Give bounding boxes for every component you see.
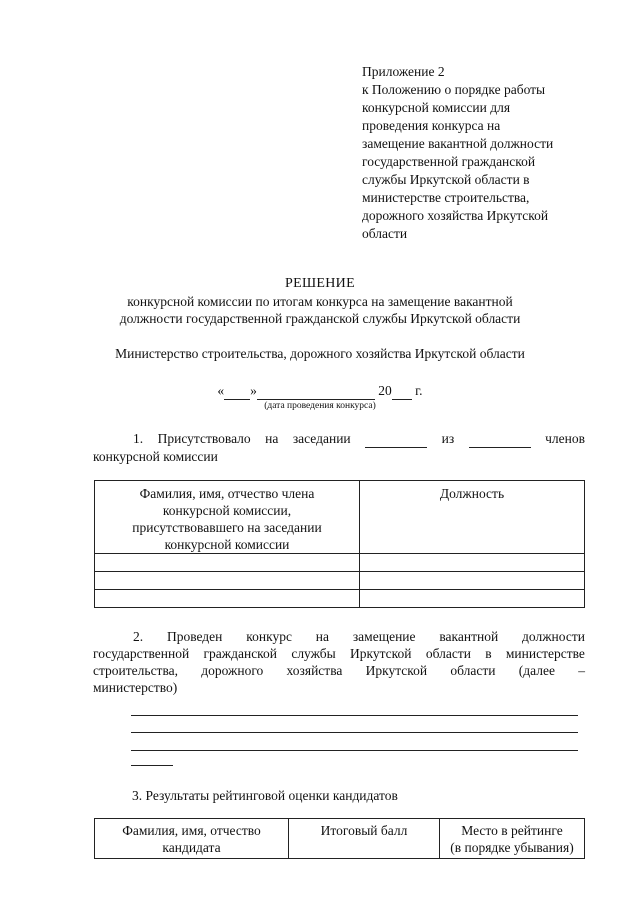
document-subtitle (0, 293, 640, 327)
section-2-word: конкурс (246, 629, 292, 644)
section-2-word: – (578, 663, 585, 678)
table-header-row (95, 481, 585, 554)
section-2-line (93, 628, 585, 645)
fill-line (131, 715, 578, 716)
header-line: конкурсной комиссии, (162, 503, 292, 518)
header-line: Должность (439, 486, 505, 501)
section-2-word: области (425, 646, 471, 661)
appendix-line: конкурсной комиссии для (362, 100, 511, 115)
section-2-line4: министерство) (93, 680, 178, 695)
section-1-line (93, 430, 585, 448)
table-cell[interactable] (360, 572, 585, 590)
year-prefix: 20 (378, 383, 392, 398)
section-2-word: дорожного (201, 663, 264, 678)
section-2-word: государственной (93, 646, 190, 661)
header-position (360, 481, 585, 554)
appendix-line: области (362, 226, 408, 241)
month-blank (257, 383, 375, 400)
section-2-word: на (315, 629, 329, 644)
header-member-name (95, 481, 360, 554)
date-open-quote: « (217, 383, 225, 398)
section-2-line (93, 662, 585, 679)
date-close-quote: » (250, 383, 257, 398)
appendix-line: замещение вакантной должности (362, 136, 554, 151)
year-blank (392, 383, 412, 400)
day-blank (224, 383, 250, 400)
fill-line (131, 732, 578, 733)
table-row (95, 572, 585, 590)
header-line: Фамилия, имя, отчество (122, 823, 261, 838)
subtitle-line: конкурсной комиссии по итогам конкурса на замещение вакантной (127, 294, 513, 309)
header-line: Итоговый балл (320, 823, 408, 838)
appendix-line: проведения конкурса на (362, 118, 501, 133)
appendix-line: министерстве строительства, (362, 190, 530, 205)
appendix-line: государственной гражданской (362, 154, 536, 169)
section-2-word: вакантной (439, 629, 499, 644)
subtitle-line: должности государственной гражданской службы Иркутской области (119, 311, 521, 326)
candidate-ranking-table (94, 818, 585, 859)
year-suffix: г. (415, 383, 423, 398)
ministry-name: Министерство строительства, дорожного хозяйства Иркутской области (115, 346, 525, 361)
header-rank (440, 819, 585, 859)
header-candidate-name (95, 819, 289, 859)
appendix-line: к Положению о порядке работы (362, 82, 546, 97)
appendix-line: службы Иркутской области в (362, 172, 530, 187)
section-1-word: заседании (292, 431, 351, 446)
section-2 (93, 628, 585, 696)
header-line: (в порядке убывания) (450, 840, 574, 855)
present-count-blank (365, 430, 427, 448)
section-1-number: 1. (133, 431, 144, 446)
table-cell[interactable] (360, 554, 585, 572)
fill-line-short (131, 765, 173, 766)
header-line: конкурсной комиссии (164, 537, 290, 552)
section-2-line (93, 645, 585, 662)
table-cell[interactable] (95, 590, 360, 608)
table-header-row (95, 819, 585, 859)
appendix-block (362, 63, 602, 243)
section-2-word: (далее (518, 663, 555, 678)
total-count-blank (469, 430, 531, 448)
section-2-word: Иркутской (350, 646, 412, 661)
table-row (95, 590, 585, 608)
date-line (0, 383, 640, 400)
header-line: Место в рейтинге (461, 823, 563, 838)
section-2-word: службы (291, 646, 336, 661)
section-1-word: из (441, 431, 455, 446)
header-line: Фамилия, имя, отчество члена (139, 486, 315, 501)
appendix-line: дорожного хозяйства Иркутской (362, 208, 549, 223)
section-2-word: министерстве (505, 646, 585, 661)
section-2-word: области (450, 663, 496, 678)
section-1-word: Присутствовало (157, 431, 251, 446)
section-2-word: строительства, (93, 663, 179, 678)
section-1-line2: конкурсной комиссии (93, 449, 218, 464)
section-1 (93, 430, 585, 465)
table-cell[interactable] (360, 590, 585, 608)
section-2-word: Проведен (166, 629, 223, 644)
section-2-word: Иркутской (365, 663, 428, 678)
section-2-word: должности (522, 629, 585, 644)
header-line: присутствовавшего на заседании (132, 520, 322, 535)
section-2-word: в (485, 646, 492, 661)
section-2-word: 2. (133, 629, 144, 644)
section-2-word: хозяйства (286, 663, 343, 678)
section-3-title: 3. Результаты рейтинговой оценки кандидатов (132, 788, 398, 803)
table-row (95, 554, 585, 572)
section-2-word: гражданской (203, 646, 278, 661)
section-2-word: замещение (352, 629, 416, 644)
table-cell[interactable] (95, 554, 360, 572)
table-cell[interactable] (95, 572, 360, 590)
fill-line (131, 750, 578, 751)
document-title: РЕШЕНИЕ (285, 276, 355, 291)
commission-members-table (94, 480, 585, 608)
appendix-line: Приложение 2 (362, 64, 445, 79)
date-caption: (дата проведения конкурса) (264, 401, 376, 411)
section-1-word: на (265, 431, 279, 446)
header-total-score (289, 819, 440, 859)
section-1-word: членов (545, 431, 585, 446)
header-line: кандидата (162, 840, 221, 855)
